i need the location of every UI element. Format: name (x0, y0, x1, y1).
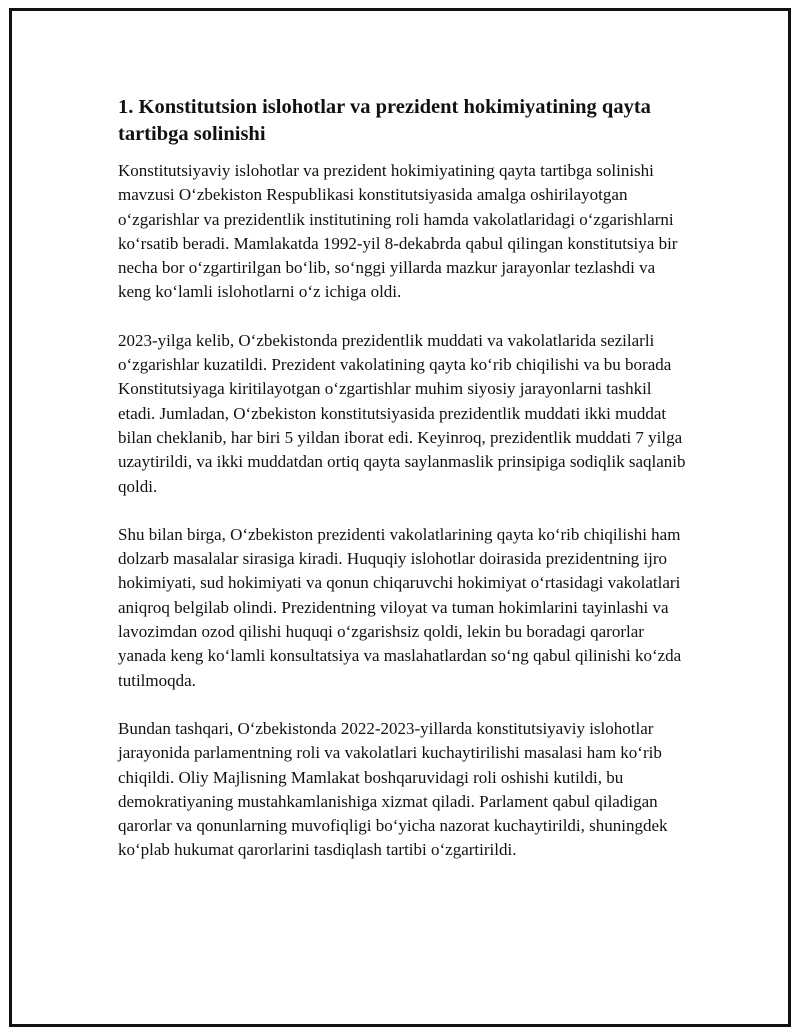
paragraph-1: Konstitutsiyaviy islohotlar va prezident hokimiyatining qayta tartibga solinishi mavzusi O‘zbekiston Respublikasi konstitutsiyasida amalga oshirilayotgan o‘zgarishlar va prezidentlik institutining roli hamda vakolatlaridagi o‘zgarishlarni ko‘rsatib beradi. Mamlakatda 1992-yil 8-dekabrda qabul qilingan konstitutsiya bir necha bor o‘zgartirilgan bo‘lib, so‘nggi yillarda mazkur jarayonlar tezlashdi va keng ko‘lamli islohotlarni o‘z ichiga oldi. (118, 161, 678, 302)
paragraph-3: Shu bilan birga, O‘zbekiston prezidenti vakolatlarining qayta ko‘rib chiqilishi ham dolzarb masalalar sirasiga kiradi. Huquqiy islohotlar doirasida prezidentning ijro hokimiyati, sud hokimiyati va qonun chiqaruvchi hokimiyat o‘rtasidagi vakolatlari aniqroq belgilab olindi. Prezidentning viloyat va tuman hokimlarini tayinlashi va lavozimdan ozod qilishi huquqi o‘zgarishsiz qoldi, lekin bu boradagi qarorlar yanada keng ko‘lamli konsultatsiya va maslahatlardan so‘ng qabul qilinishi ko‘zda tutilmoqda. (118, 524, 682, 690)
paragraph-4: Bundan tashqari, O‘zbekistonda 2022-2023-yillarda konstitutsiyaviy islohotlar jarayonida parlamentning roli va vakolatlari kuchaytirilishi masalasi ham ko‘rib chiqildi. Oliy Majlisning Mamlakat boshqaruvidagi roli oshishi kutildi, bu demokratiyaning mustahkamlanishiga xizmat qiladi. Parlament qabul qiladigan qarorlar va qonunlarning muvofiqligi bo‘yicha nazorat kuchaytirildi, shuningdek ko‘plab hukumat qarorlarini tasdiqlash tartibi o‘zgartirildi. (118, 718, 668, 860)
document-body (118, 94, 688, 887)
section-heading: 1. Konstitutsion islohotlar va prezident hokimiyatining qayta tartibga solinishi (118, 96, 651, 145)
paragraph-2: 2023-yilga kelib, O‘zbekistonda prezidentlik muddati va vakolatlarida sezilarli o‘zgarishlar kuzatildi. Prezident vakolatining qayta ko‘rib chiqilishi va bu borada Konstitutsiyaga kiritilayotgan o‘zgartishlar muhim siyosiy jarayonlarni tashkil etadi. Jumladan, O‘zbekiston konstitutsiyasida prezidentlik muddati ikki muddat bilan cheklanib, har biri 5 yildan iborat edi. Keyinroq, prezidentlik muddati 7 yilga uzaytirildi, va ikki muddatdan ortiq qayta saylanmaslik prinsipiga sodiqlik saqlanib qoldi. (118, 330, 686, 496)
